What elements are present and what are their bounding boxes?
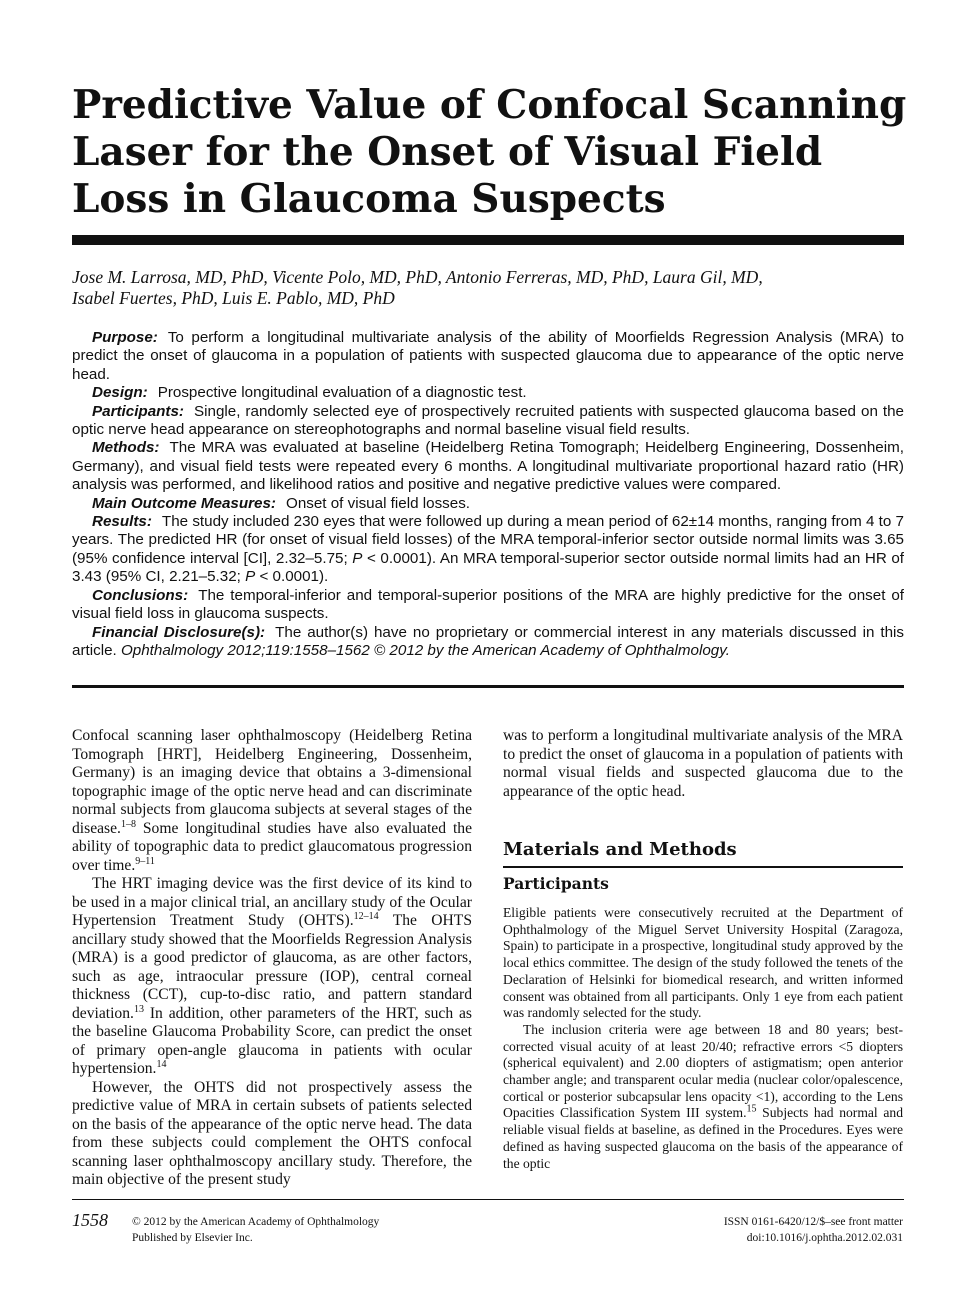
doi-link[interactable]: doi:10.1016/j.ophtha.2012.02.031 (746, 1232, 903, 1244)
footer-copyright (132, 1214, 379, 1246)
section-heading: Materials and Methods (503, 839, 737, 860)
abstract-purpose: Purpose: To perform a longitudinal multivariate analysis of the ability of Moorfields Regression Analysis (MRA) to predict the onset of glaucoma in a population of patients with suspected glaucoma due to appearance of the optic nerve head. (72, 329, 904, 383)
reference-link[interactable]: 14 (156, 1058, 167, 1070)
body-left-column (72, 727, 472, 1190)
paragraph: was to perform a longitudinal multivariate analysis of the MRA to predict the onset of glaucoma in a population of patients with normal visual fields and suspected glaucoma due to the appearance of the optic head. (503, 727, 903, 800)
footer-identifiers (724, 1214, 903, 1246)
reference-link[interactable]: 15 (746, 1103, 757, 1115)
abstract-design: Design: Prospective longitudinal evaluation of a diagnostic test. (92, 384, 527, 402)
section-rule (503, 866, 903, 868)
reference-link[interactable]: 12–14 (353, 910, 379, 922)
copyright-line: © 2012 by the American Academy of Ophthalmology (132, 1216, 380, 1228)
abstract-disclosure: Financial Disclosure(s): The author(s) have no proprietary or commercial interest in any materials discussed in this article. Ophthalmology 2012;119:1558–1562 © 2012 by the American Academy of Ophthalmology. (72, 623, 904, 659)
paragraph: However, the OHTS did not prospectively assess the predictive value of MRA in certain subsets of patients selected on the basis of the appearance of the optic nerve head. The data from these subjects could complement the OHTS confocal scanning laser ophthalmoscopy ancillary study. Therefore, the main objective of the present study (72, 1078, 472, 1188)
footer-rule (72, 1199, 904, 1200)
article-title: Predictive Value of Confocal Scanning Laser for the Onset of Visual Field Loss in Glaucoma Suspects (72, 82, 907, 222)
abstract-participants: Participants: Single, randomly selected eye of prospectively recruited patients with suspected glaucoma based on the optic nerve head appearance on stereophotographs and normal baseline visual field results. (72, 402, 904, 439)
abstract-rule (72, 685, 904, 688)
abstract (72, 329, 904, 660)
paragraph: Confocal scanning laser ophthalmoscopy (Heidelberg Retina Tomograph [HRT], Heidelberg Engineering, Dossenheim, Germany) is an imaging device that obtains a 3-dimensional topographic image of the optic nerve head and can discriminate normal subjects from glaucoma subjects at several stages of the disease.$^{1-8}$ Some longitudinal studies have also evaluated the ability of topographic data to predict glaucomatous progression over time.$^{9-11}$ (72, 727, 472, 874)
page-number: 1558 (72, 1210, 108, 1230)
methods-text (503, 905, 903, 1172)
paragraph: The inclusion criteria were age between 18 and 80 years; best-corrected visual acuity of at least 20/40; refractive errors <5 diopters (spherical equivalent) and 2.00 diopters of astigmatism; open anterior chamber angle; and transparent ocular media (nuclear color/opalescence, cortical or posterior subcapsular lens opacity <1), according to the Lens Opacities Classification System III system.$^{15}$ Subjects had normal and reliable visual fields at baseline, as defined in the Procedures. Eyes were defined as having suspected glaucoma on the basis of the appearance of the optic (503, 1021, 903, 1171)
paragraph: The HRT imaging device was the first device of its kind to be used in a major clinical trial, an ancillary study of the Ocular Hypertension Treatment Study (OHTS).$^{12-14}$ The OHTS ancillary study showed that the Moorfields Regression Analysis (MRA) is a good predictor of glaucoma, as are other factors, such as age, intraocular pressure (IOP), central corneal thickness (CCT), cup-to-disc ratio, and pattern standard deviation.$^{13}$ In addition, other parameters of the HRT, such as the baseline Glaucoma Probability Score, can predict the onset of primary open-angle glaucoma in patients with ocular hypertension.$^{14}$ (72, 875, 472, 1077)
body-right-column (503, 727, 903, 801)
subsection-heading: Participants (503, 874, 609, 893)
reference-link[interactable]: 13 (133, 1003, 144, 1015)
abstract-methods: Methods: The MRA was evaluated at baseline (Heidelberg Retina Tomograph; Heidelberg Engineering, Dossenheim, Germany), and visual field tests were repeated every 6 months. A longitudinal multivariate proportional hazard ratio (HR) analysis was performed, and likelihood ratios and positive and negative predictive values were compared. (72, 439, 904, 494)
issn-line: ISSN 0161-6420/12/$–see front matter (723, 1216, 903, 1228)
abstract-outcome: Main Outcome Measures: Onset of visual field losses. (92, 494, 471, 512)
title-rule (72, 235, 904, 245)
abstract-conclusions: Conclusions: The temporal-inferior and temporal-superior positions of the MRA are highly predictive for the onset of visual field loss in glaucoma suspects. (72, 586, 904, 623)
paragraph: Eligible patients were consecutively recruited at the Department of Ophthalmology of the Miguel Servet University Hospital (Zaragoza, Spain) to participate in a prospective, longitudinal study approved by the local ethics committee. The design of the study followed the tenets of the Declaration of Helsinki for biomedical research, and written informed consent was obtained from all participants. Only 1 eye from each patient was randomly selected for the study. (503, 905, 903, 1021)
author-line: Jose M. Larrosa, MD, PhD, Vicente Polo, MD, PhD, Antonio Ferreras, MD, PhD, Laura Gil, MD, (72, 267, 763, 287)
publisher-line: Published by Elsevier Inc. (132, 1232, 253, 1244)
author-line: Isabel Fuertes, PhD, Luis E. Pablo, MD, PhD (72, 288, 395, 308)
reference-link[interactable]: 1–8 (120, 818, 136, 830)
reference-link[interactable]: 9–11 (135, 855, 155, 867)
abstract-citation: Ophthalmology 2012;119:1558–1562 © 2012 by the American Academy of Ophthalmology. (120, 641, 730, 659)
author-list (72, 267, 904, 309)
abstract-results: Results: The study included 230 eyes that were followed up during a mean period of 62±14 months, ranging from 4 to 7 years. The predicted HR (for onset of visual field losses) of the MRA temporal-inferior sector outside normal limits was 3.65 (95% confidence interval [CI], 2.32–5.75; P < 0.0001). An MRA temporal-superior sector outside normal limits had an HR of 3.43 (95% CI, 2.21–5.32; P < 0.0001). (72, 513, 904, 586)
